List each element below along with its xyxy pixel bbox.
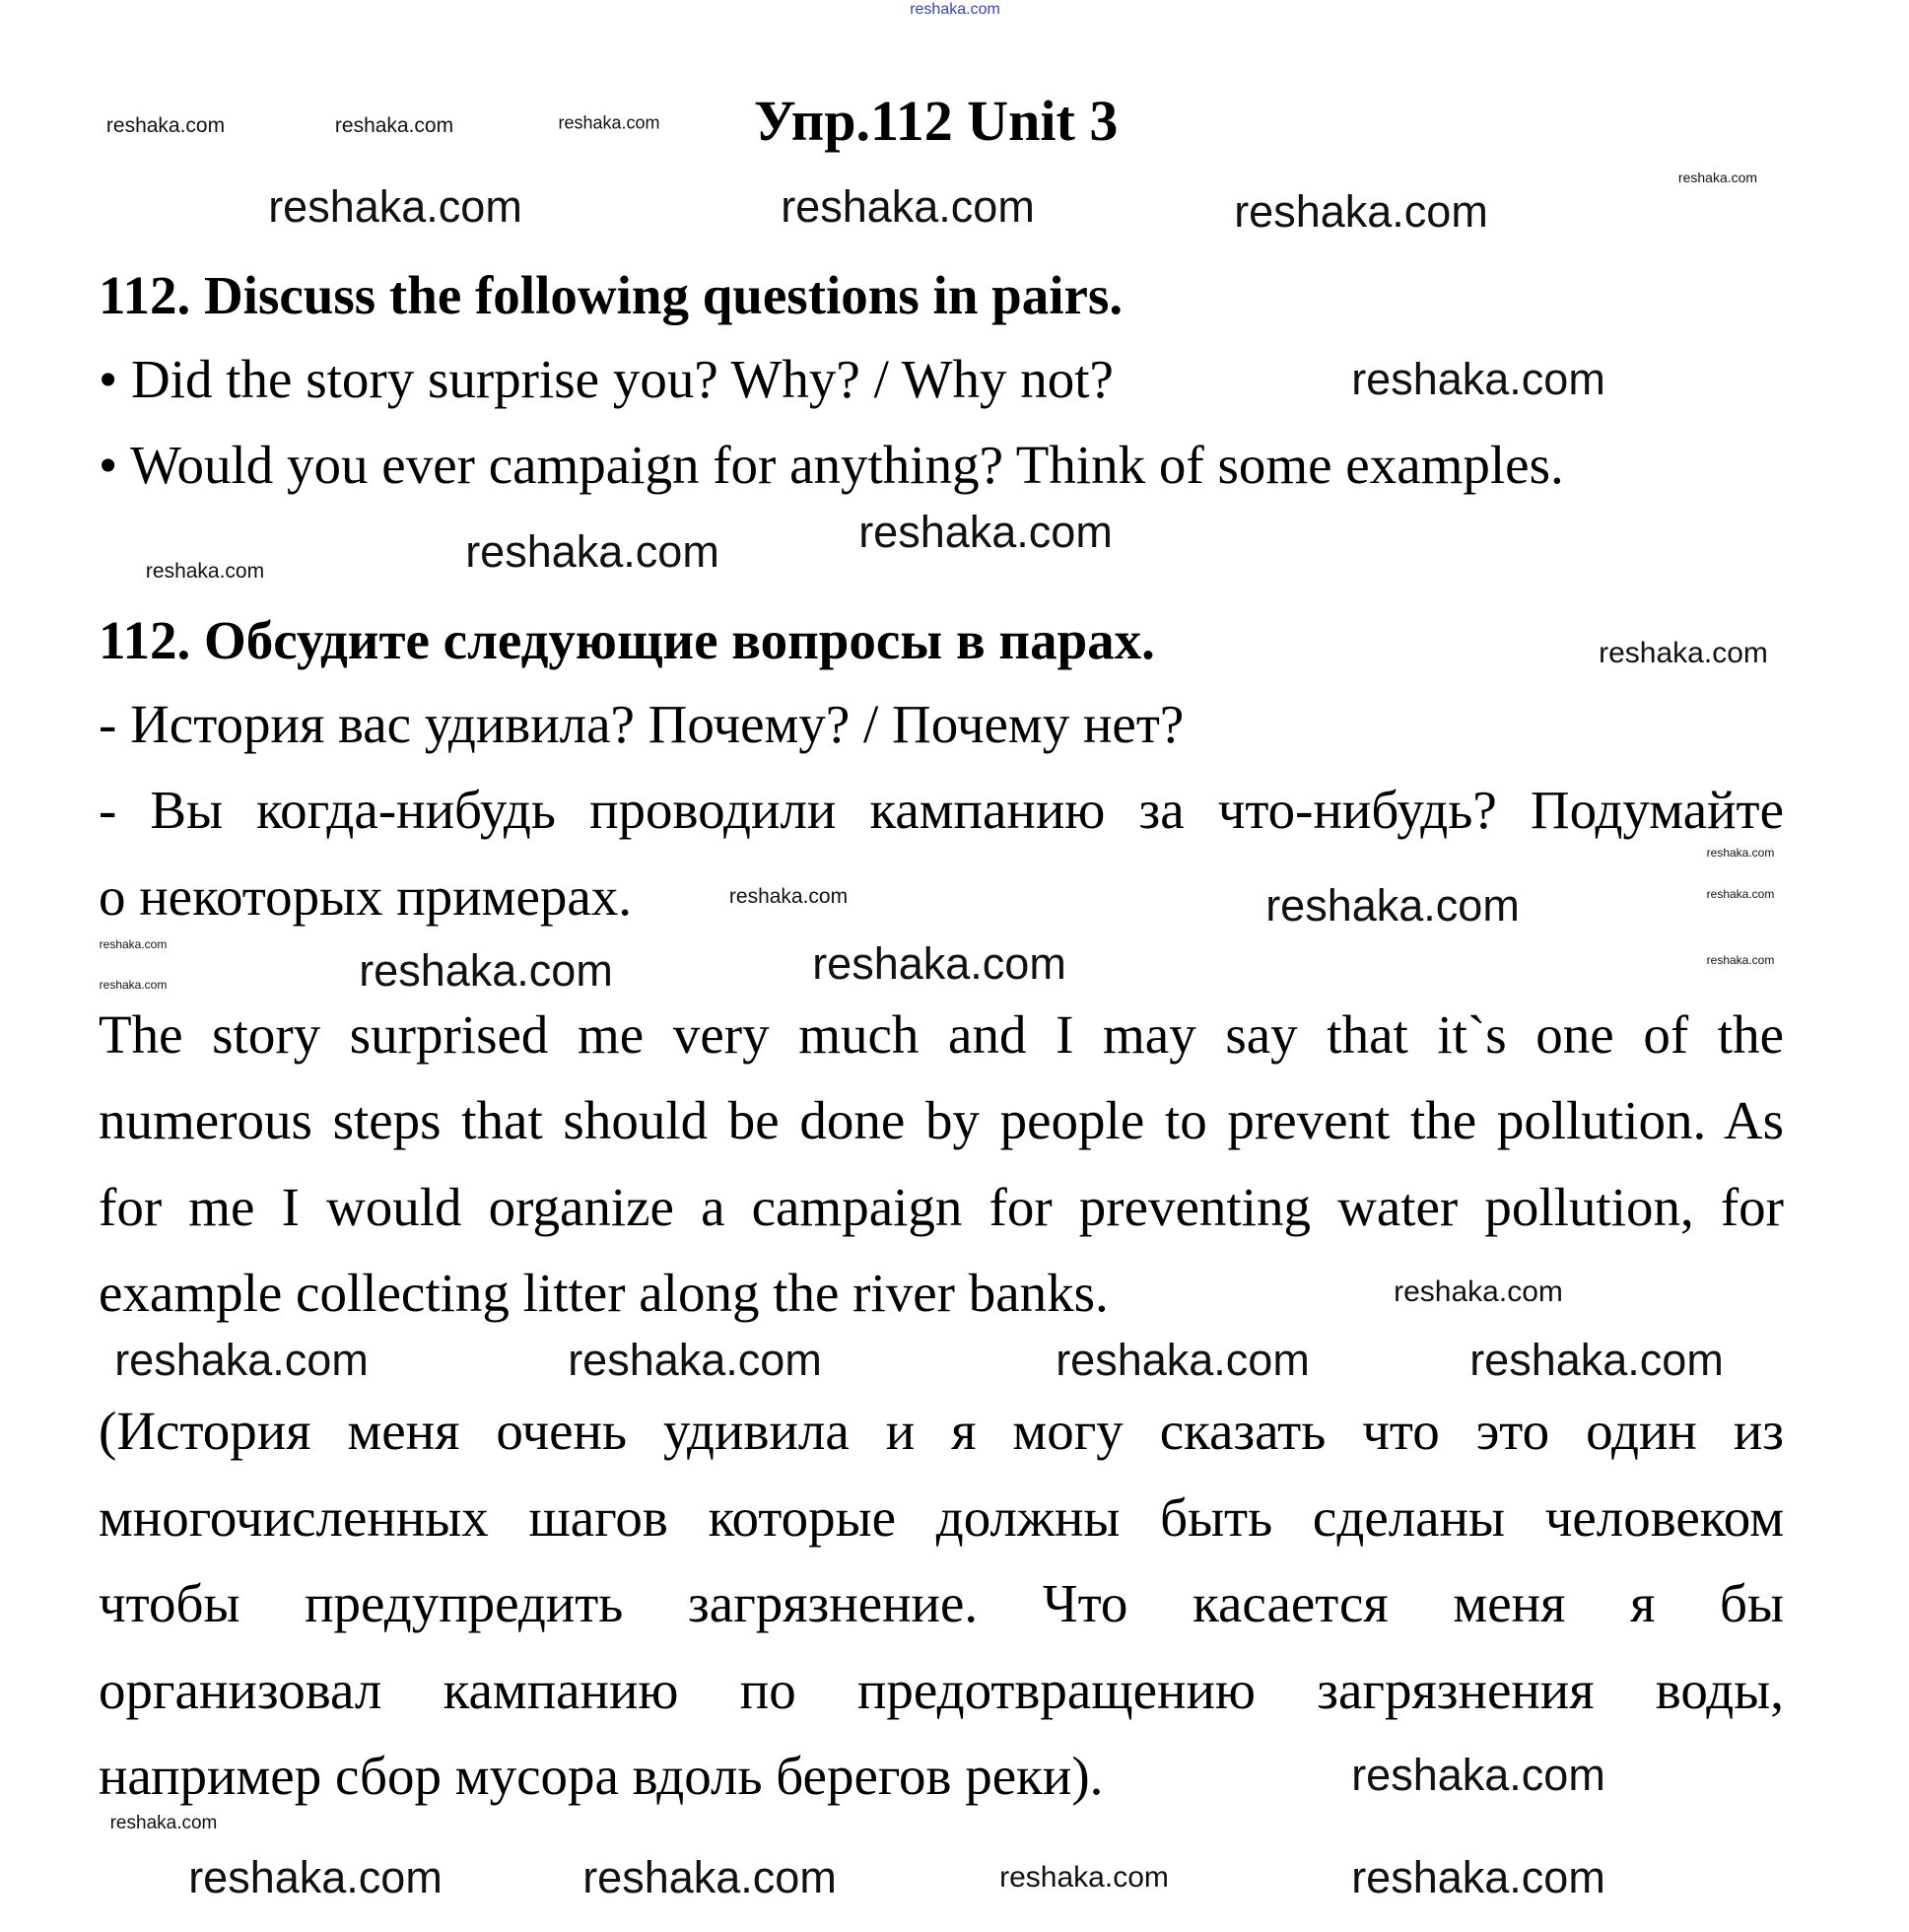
task-ru-line: - История вас удивила? Почему? / Почему нет? (99, 694, 1185, 754)
watermark: reshaka.com (99, 937, 168, 952)
watermark: reshaka.com (465, 526, 719, 578)
task-ru-heading: 112. Обсудите следующие вопросы в парах. (99, 610, 1155, 670)
watermark: reshaka.com (1706, 887, 1775, 902)
watermark: reshaka.com (1234, 186, 1488, 238)
watermark: reshaka.com (99, 978, 168, 993)
watermark: reshaka.com (582, 1852, 837, 1903)
watermark: reshaka.com (1265, 880, 1520, 932)
watermark: reshaka.com (1351, 1852, 1605, 1903)
answer-ru-line: например сбор мусора вдоль берегов реки). (99, 1746, 1104, 1806)
watermark: reshaka.com (1469, 1335, 1724, 1386)
watermark: reshaka.com (1706, 846, 1775, 861)
answer-en-line: numerous steps that should be done by people to prevent the pollution. As (99, 1090, 1784, 1150)
answer-en-line: The story surprised me very much and I may say that it`s one of the (99, 1004, 1784, 1065)
watermark: reshaka.com (1677, 169, 1758, 185)
watermark: reshaka.com (910, 0, 1000, 18)
watermark: reshaka.com (268, 181, 522, 233)
task-en-bullet: • Would you ever campaign for anything? Think of some examples. (99, 435, 1564, 495)
watermark: reshaka.com (1599, 636, 1768, 669)
task-en-heading: 112. Discuss the following questions in pairs. (99, 265, 1124, 325)
watermark: reshaka.com (781, 181, 1035, 233)
answer-en-line: for me I would organize a campaign for preventing water pollution, for (99, 1177, 1784, 1237)
watermark: reshaka.com (1351, 354, 1605, 405)
watermark: reshaka.com (558, 112, 660, 133)
watermark: reshaka.com (145, 559, 265, 583)
watermark: reshaka.com (334, 113, 454, 137)
watermark: reshaka.com (1351, 1750, 1605, 1801)
watermark: reshaka.com (999, 1860, 1169, 1894)
task-en-bullet: • Did the story surprise you? Why? / Why not? (99, 349, 1114, 409)
watermark: reshaka.com (1706, 953, 1775, 968)
answer-en-line: example collecting litter along the river banks. (99, 1263, 1109, 1323)
answer-ru-line: организовал кампанию по предотвращению загрязнения воды, (99, 1660, 1784, 1720)
answer-ru-line: чтобы предупредить загрязнение. Что касается меня я бы (99, 1573, 1784, 1633)
watermark: reshaka.com (728, 884, 849, 908)
watermark: reshaka.com (858, 507, 1113, 558)
watermark: reshaka.com (114, 1335, 369, 1386)
answer-ru-line: многочисленных шагов которые должны быть сделаны человеком (99, 1487, 1784, 1548)
task-ru-line: о некоторых примерах. (99, 866, 633, 927)
answer-ru-line: (История меня очень удивила и я могу сказать что это один из (99, 1401, 1784, 1461)
watermark: reshaka.com (359, 945, 613, 997)
watermark: reshaka.com (188, 1852, 443, 1903)
watermark: reshaka.com (812, 938, 1066, 990)
task-ru-line: - Вы когда-нибудь проводили кампанию за что-нибудь? Подумайте (99, 780, 1784, 840)
watermark: reshaka.com (1394, 1275, 1563, 1308)
page-title: Упр.112 Unit 3 (754, 89, 1119, 153)
watermark: reshaka.com (568, 1335, 822, 1386)
watermark: reshaka.com (109, 1813, 218, 1834)
watermark: reshaka.com (1056, 1335, 1310, 1386)
watermark: reshaka.com (105, 113, 226, 137)
